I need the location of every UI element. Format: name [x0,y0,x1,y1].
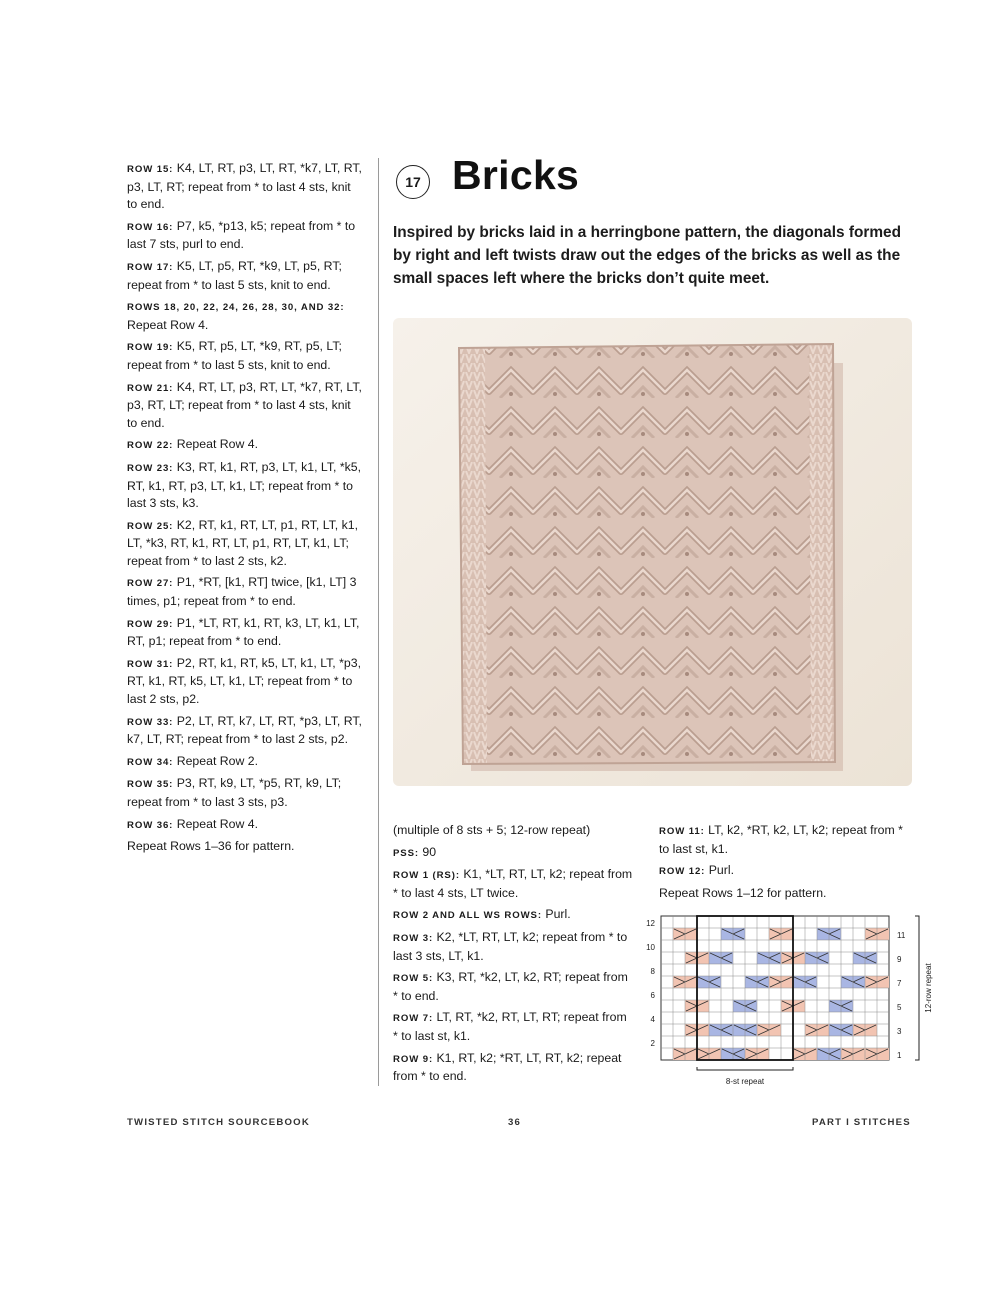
row-number-left: 10 [646,943,655,952]
row-label: ROW 35: [127,779,174,791]
row-instruction [393,866,633,902]
row-instruction [127,713,363,749]
row-label: ROWS 18, 20, 22, 24, 26, 28, 30, AND 32: [127,302,345,314]
row-label: ROW 33: [127,716,174,728]
row-text: K3, RT, *k2, LT, k2, RT; repeat from * to end. [393,970,628,1003]
row-instruction [127,338,363,374]
repeat-label: 8-st repeat [725,1077,765,1086]
row-instruction [659,862,909,881]
right-instructions [659,822,909,906]
row-text: P2, LT, RT, k7, LT, RT, *p3, LT, RT, k7, LT, RT; repeat from * to last 2 sts, p2. [127,713,362,747]
row-text: P1, *RT, [k1, RT] twice, [k1, LT] 3 times, p1; repeat from * to end. [127,575,357,609]
row-label: ROW 11: [659,826,705,837]
row-instruction [393,906,633,925]
pattern-title: Bricks [452,152,580,198]
pattern-number-badge: 17 [396,165,430,199]
row-label: ROW 22: [127,440,174,452]
row-label: ROW 29: [127,618,174,630]
row-text: P1, *LT, RT, k1, RT, k3, LT, k1, LT, RT, p1; repeat from * to end. [127,615,360,649]
row-text: K3, RT, k1, RT, p3, LT, k1, LT, *k5, RT, k1, RT, p3, LT, k1, LT; repeat from * to last 3 sts, k3. [127,459,362,511]
repeat-rows-note: Repeat Rows 1–36 for pattern. [127,839,295,854]
row-number-left: 6 [650,991,655,1000]
row-number-left: 12 [646,919,655,928]
repeat-bracket [697,1067,793,1070]
row-instruction [393,929,633,965]
row-text: LT, RT, *k2, RT, LT, RT; repeat from * to last st, k1. [393,1010,627,1043]
column-divider [378,158,379,1086]
row-text: K4, RT, LT, p3, RT, LT, *k7, RT, LT, p3, RT, LT; repeat from * to last 4 sts, knit to end. [127,379,362,430]
row-repeat-bracket [915,916,919,1060]
row-label: ROW 3: [393,932,434,944]
row-text: Purl. [545,907,571,922]
row-text: K1, RT, k2; *RT, LT, RT, k2; repeat from * to end. [393,1050,622,1084]
row-label: ROW 25: [127,520,174,532]
row-instruction [127,816,363,835]
row-label: ROW 27: [127,578,174,590]
row-number-right: 11 [897,931,906,940]
row-text: Repeat Row 4. [176,437,259,452]
stitch-chart-svg [636,908,956,1104]
row-instruction [127,218,363,254]
row-label: ROW 12: [659,866,706,878]
row-text: Repeat Row 4. [176,816,259,831]
row-instruction [393,1050,633,1086]
row-label: ROW 19: [127,342,174,354]
row-instruction [127,298,363,334]
row-text: K5, LT, p5, RT, *k9, LT, p5, RT; repeat from * to last 5 sts, knit to end. [127,258,342,292]
row-repeat-label: 12-row repeat [924,963,933,1013]
row-text: Repeat Row 2. [176,753,259,768]
pss-value: 90 [422,844,437,859]
row-number-right: 9 [897,955,902,964]
row-text: K1, *LT, RT, LT, k2; repeat from * to last 4 sts, LT twice. [393,867,633,900]
footer-book-title: TWISTED STITCH SOURCEBOOK [127,1117,310,1128]
pattern-intro: Inspired by bricks laid in a herringbone pattern, the diagonals formed by right and left twists draw out the edges of the bricks as well as the small spaces left where the bricks don’t quite meet. [393,224,901,287]
swatch-photo [393,318,912,786]
row-label: ROW 5: [393,973,434,985]
row-label: ROW 15: [127,164,174,175]
row-text: Repeat Row 4. [127,317,209,332]
middle-instructions [393,822,633,1090]
row-text: K2, *LT, RT, LT, k2; repeat from * to last 3 sts, LT, k1. [393,929,628,963]
pss-entry [393,844,633,863]
row-label: ROW 23: [127,462,174,474]
row-label: ROW 17: [127,261,174,273]
row-text: Purl. [708,863,734,878]
row-text: P3, RT, k9, LT, *p5, RT, k9, LT; repeat from * to last 3 sts, p3. [127,776,342,809]
row-instruction [127,574,363,610]
row-label: ROW 31: [127,658,174,670]
row-label: ROW 7: [393,1013,434,1025]
stitch-chart [636,908,956,1104]
row-label: ROW 21: [127,382,174,394]
row-label: ROW 16: [127,221,174,233]
row-instruction [659,822,909,858]
row-number-right: 3 [897,1027,902,1036]
row-text: P2, RT, k1, RT, k5, LT, k1, LT, *p3, RT, k1, RT, k5, LT, k1, LT; repeat from * to last 2 sts, p2. [127,655,362,707]
left-instructions [127,160,363,860]
row-number-left: 8 [650,967,655,976]
row-instruction [127,379,363,433]
swatch-image [393,318,912,786]
right-row-list [659,822,909,881]
middle-row-list [393,866,633,1086]
row-instruction [127,615,363,651]
row-instruction [393,1009,633,1045]
row-label: ROW 1 (RS): [393,870,460,882]
row-text: LT, k2, *RT, k2, LT, k2; repeat from * to last st, k1. [659,823,903,856]
row-instruction [127,258,363,294]
footer-section: PART I STITCHES [812,1117,911,1128]
row-text: P7, k5, *p13, k5; repeat from * to last 7 sts, purl to end. [127,218,356,252]
row-number-right: 7 [897,979,902,988]
row-instruction [393,969,633,1005]
row-text: K4, LT, RT, p3, LT, RT, *k7, LT, RT, p3, LT, RT; repeat from * to last 4 sts, knit to end. [127,161,362,212]
row-instruction [127,459,363,513]
repeat-rows-note: Repeat Rows 1–12 for pattern. [659,885,827,900]
multiple-note: (multiple of 8 sts + 5; 12-row repeat) [393,823,591,837]
row-label: ROW 34: [127,756,174,768]
row-instruction [127,775,363,811]
row-number-left: 2 [650,1039,655,1048]
row-text: K5, RT, p5, LT, *k9, RT, p5, LT; repeat from * to last 5 sts, knit to end. [127,339,342,372]
row-instruction [127,655,363,709]
row-label: ROW 9: [393,1053,434,1065]
row-number-right: 5 [897,1003,902,1012]
row-instruction [127,753,363,772]
page-number: 36 [508,1117,522,1128]
row-label: ROW 36: [127,819,174,831]
row-instruction [127,160,363,214]
row-text: K2, RT, k1, RT, LT, p1, RT, LT, k1, LT, *k3, RT, k1, RT, LT, p1, RT, LT, k1, LT; repeat from * to last 2 sts, k2. [127,517,359,568]
row-label: ROW 2 AND ALL WS ROWS: [393,910,542,922]
row-number-left: 4 [650,1015,655,1024]
row-number-right: 1 [897,1051,902,1060]
pss-label: PSS: [393,847,419,859]
row-instruction [127,517,363,571]
row-instruction [127,436,363,455]
